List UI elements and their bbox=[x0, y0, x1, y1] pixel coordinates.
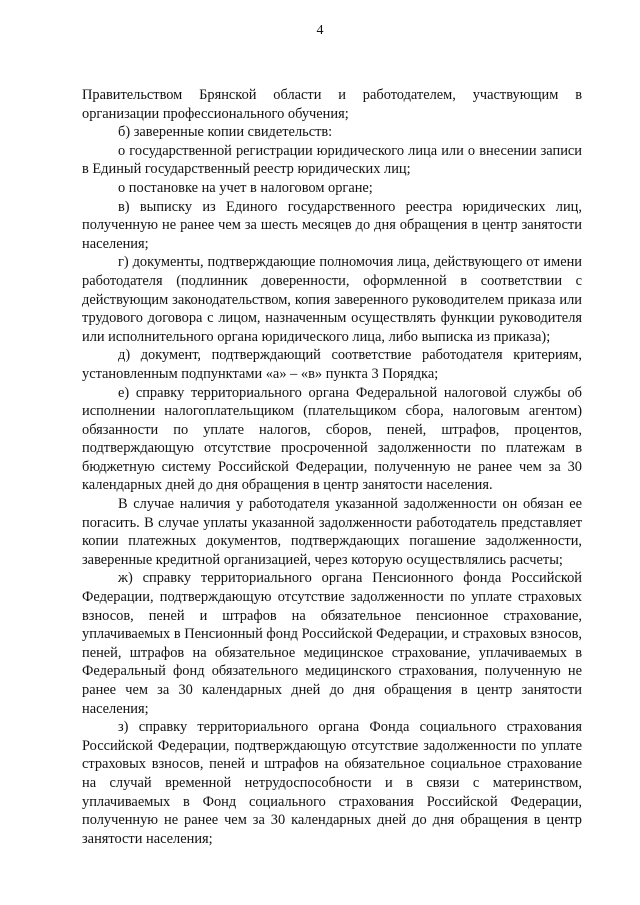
paragraph-item-g: г) документы, подтверждающие полномочия лица, действующего от имени работодателя (подлинник доверенности, оформленной в соответствии с действующим законодательством, копия заверенного руководителем приказа или трудового договора с лицом, назначенным осуществлять функции руководителя или исполнительного органа юридического лица, либо выписка из приказа); bbox=[82, 254, 582, 345]
paragraph-tax-registration: о постановке на учет в налоговом органе; bbox=[118, 179, 373, 196]
document-body bbox=[82, 86, 582, 848]
paragraph-item-z: з) справку территориального органа Фонда социального страхования Российской Федерации, подтверждающую отсутствие задолженности по уплате страховых взносов, пеней и штрафов на обязательное социальное страхование на случай временной нетрудоспособности и в связи с материнством, уплачиваемых в Фонд социального страхования Российской Федерации, полученную не ранее чем за 30 календарных дней до дня обращения в центр занятости населения; bbox=[82, 719, 582, 847]
paragraph-item-b: б) заверенные копии свидетельств: bbox=[118, 124, 333, 141]
page-number: 4 bbox=[316, 23, 324, 38]
paragraph-continuation: Правительством Брянской области и работодателем, участвующим в организации профессионального обучения; bbox=[82, 87, 582, 122]
paragraph-item-v: в) выписку из Единого государственного реестра юридических лиц, полученную не ранее чем за шесть месяцев до дня обращения в центр занятости населения; bbox=[82, 198, 582, 252]
paragraph-item-d: д) документ, подтверждающий соответствие работодателя критериям, установленным подпунктами «а» – «в» пункта 3 Порядка; bbox=[82, 347, 582, 382]
paragraph-item-zh: ж) справку территориального органа Пенсионного фонда Российской Федерации, подтверждающую отсутствие задолженности по уплате страховых взносов, пеней и штрафов на обязательное пенсионное страхование, уплачиваемых в Пенсионный фонд Российской Федерации, и страховых взносов, пеней, штрафов на обязательное медицинское страхование, уплачиваемых в Федеральный фонд обязательного медицинского страхования, полученную не ранее чем за 30 календарных дней до дня обращения в центр занятости населения; bbox=[82, 570, 582, 717]
paragraph-registration: о государственной регистрации юридического лица или о внесении записи в Единый государственный реестр юридических лиц; bbox=[82, 142, 582, 178]
paragraph-item-e: е) справку территориального органа Федеральной налоговой службы об исполнении налогоплательщиком (плательщиком сбора, налоговым агентом) обязанности по уплате налогов, сборов, пеней, штрафов, процентов, подтверждающую отсутствие просроченной задолженности по платежам в бюджетную систему Российской Федерации, полученную не ранее чем за 30 календарных дней до дня обращения в центр занятости населения. bbox=[82, 384, 582, 494]
paragraph-debt-repayment: В случае наличия у работодателя указанной задолженности он обязан ее погасить. В случае уплаты указанной задолженности работодатель представляет копии платежных документов, подтверждающих погашение задолженности, заверенные кредитной организацией, через которую осуществлялись расчеты; bbox=[82, 496, 582, 568]
